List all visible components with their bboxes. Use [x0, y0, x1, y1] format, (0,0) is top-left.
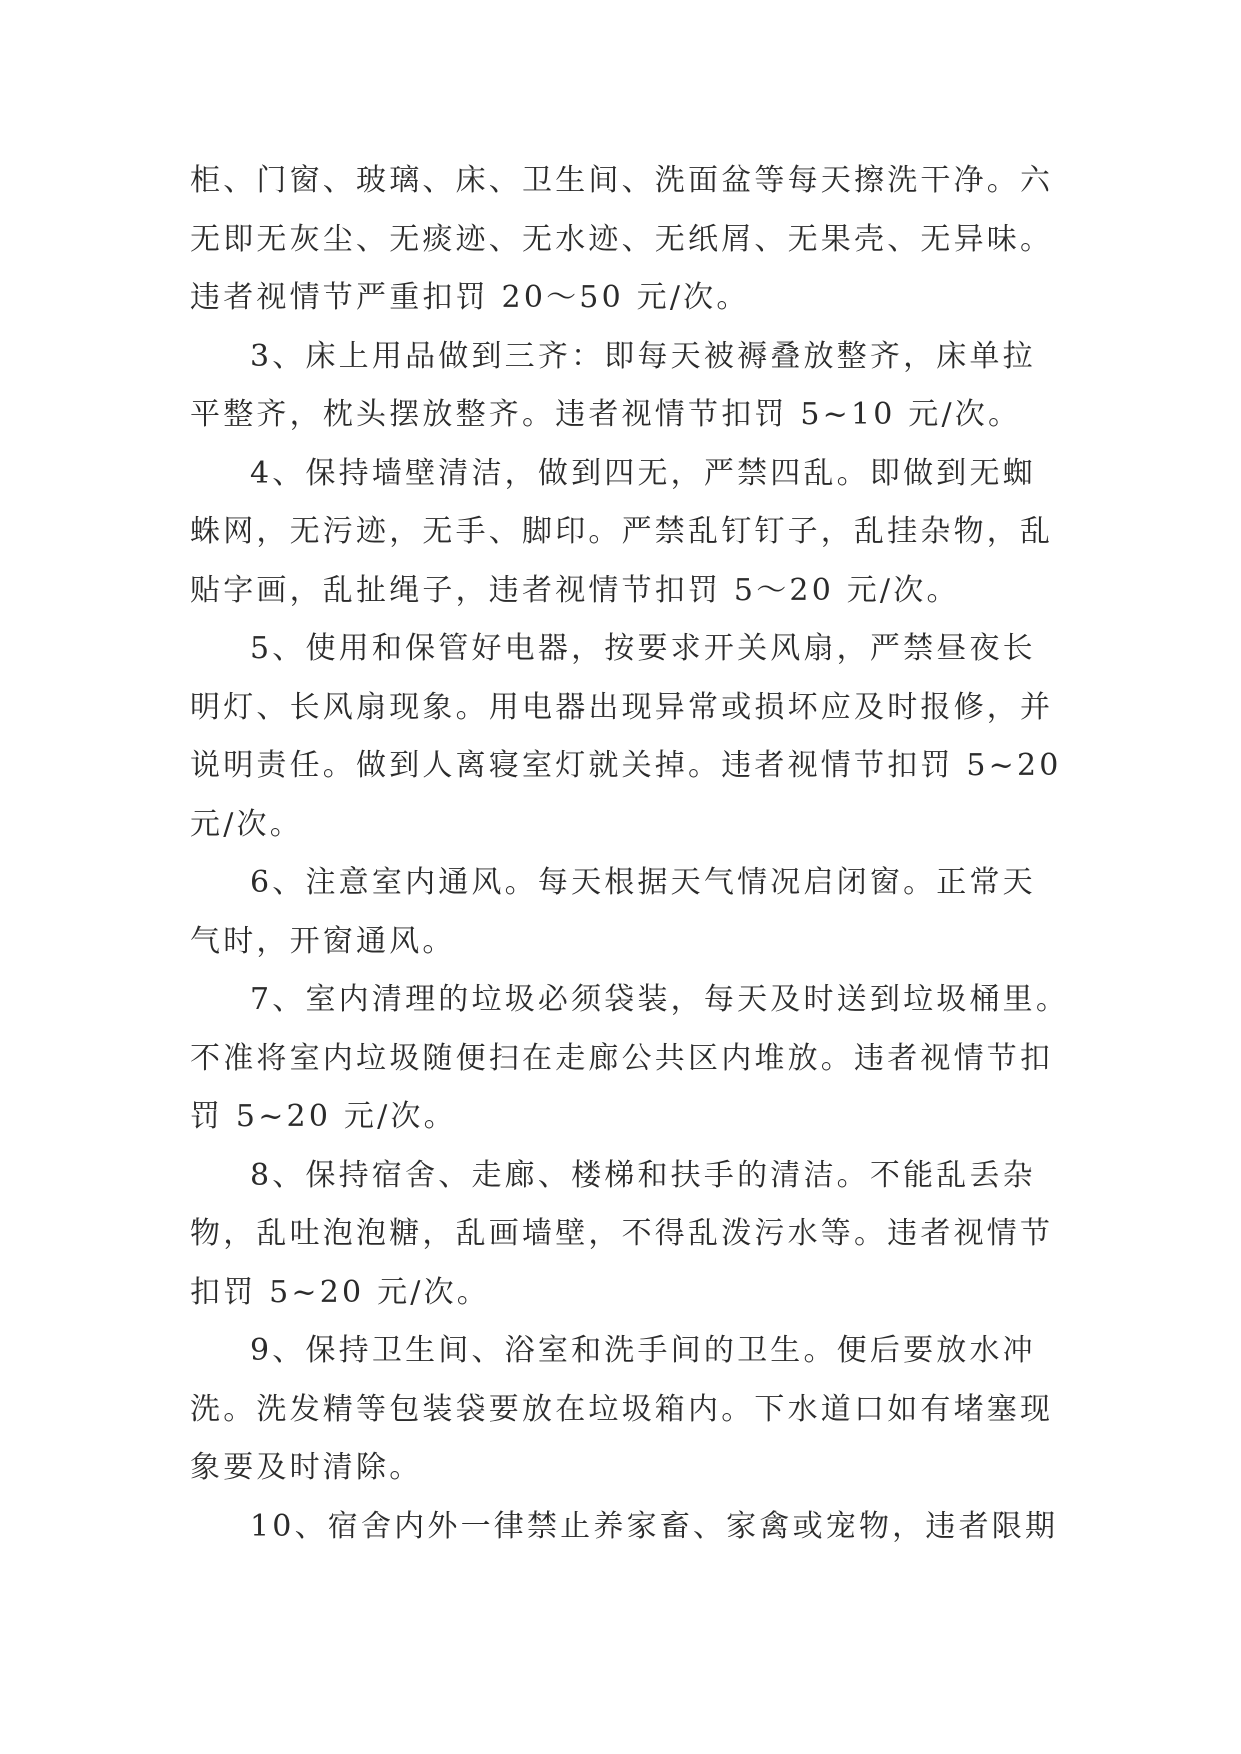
- rule-7-line: 7、室内清理的垃圾必须袋装，每天及时送到垃圾桶里。: [250, 982, 1070, 1017]
- text-line: 说明责任。做到人离寝室灯就关掉。违者视情节扣罚 5~20: [190, 748, 1062, 783]
- text-line: 象要及时清除。: [190, 1450, 423, 1485]
- document-body: [190, 152, 1070, 1556]
- rule-5-line: 5、使用和保管好电器，按要求开关风扇，严禁昼夜长: [250, 631, 1036, 666]
- rule-4-line: 4、保持墙壁清洁，做到四无，严禁四乱。即做到无蜘: [250, 455, 1036, 491]
- rule-3-line: 3、床上用品做到三齐：即每天被褥叠放整齐，床单拉: [250, 338, 1036, 374]
- text-line: 不准将室内垃圾随便扫在走廊公共区内堆放。违者视情节扣: [190, 1040, 1054, 1076]
- text-line: 洗。洗发精等包装袋要放在垃圾箱内。下水道口如有堵塞现: [190, 1391, 1054, 1427]
- text-line: 柜、门窗、玻璃、床、卫生间、洗面盆等每天擦洗干净。六: [190, 163, 1054, 198]
- text-line: 罚 5~20 元/次。: [190, 1099, 457, 1134]
- text-line: 平整齐，枕头摆放整齐。违者视情节扣罚 5~10 元/次。: [190, 397, 1022, 432]
- text-line: 无即无灰尘、无痰迹、无水迹、无纸屑、无果壳、无异味。: [190, 221, 1054, 257]
- text-line: 元/次。: [190, 806, 303, 842]
- text-line: 气时，开窗通风。: [190, 923, 456, 959]
- text-line: 扣罚 5~20 元/次。: [190, 1274, 490, 1310]
- text-line: 蛛网，无污迹，无手、脚印。严禁乱钉钉子，乱挂杂物，乱: [190, 514, 1054, 549]
- text-line: 贴字画，乱扯绳子，违者视情节扣罚 5～20 元/次。: [190, 572, 960, 608]
- rule-8-line: 8、保持宿舍、走廊、楼梯和扶手的清洁。不能乱丢杂: [250, 1157, 1036, 1193]
- text-line: 违者视情节严重扣罚 20～50 元/次。: [190, 280, 750, 315]
- rule-6-line: 6、注意室内通风。每天根据天气情况启闭窗。正常天: [250, 865, 1036, 900]
- text-line: 物，乱吐泡泡糖，乱画墙壁，不得乱泼污水等。违者视情节: [190, 1216, 1054, 1251]
- text-line: 明灯、长风扇现象。用电器出现异常或损坏应及时报修，并: [190, 689, 1054, 725]
- rule-9-line: 9、保持卫生间、浴室和洗手间的卫生。便后要放水冲: [250, 1333, 1036, 1368]
- rule-10-line: 10、宿舍内外一律禁止养家畜、家禽或宠物，违者限期: [250, 1508, 1059, 1544]
